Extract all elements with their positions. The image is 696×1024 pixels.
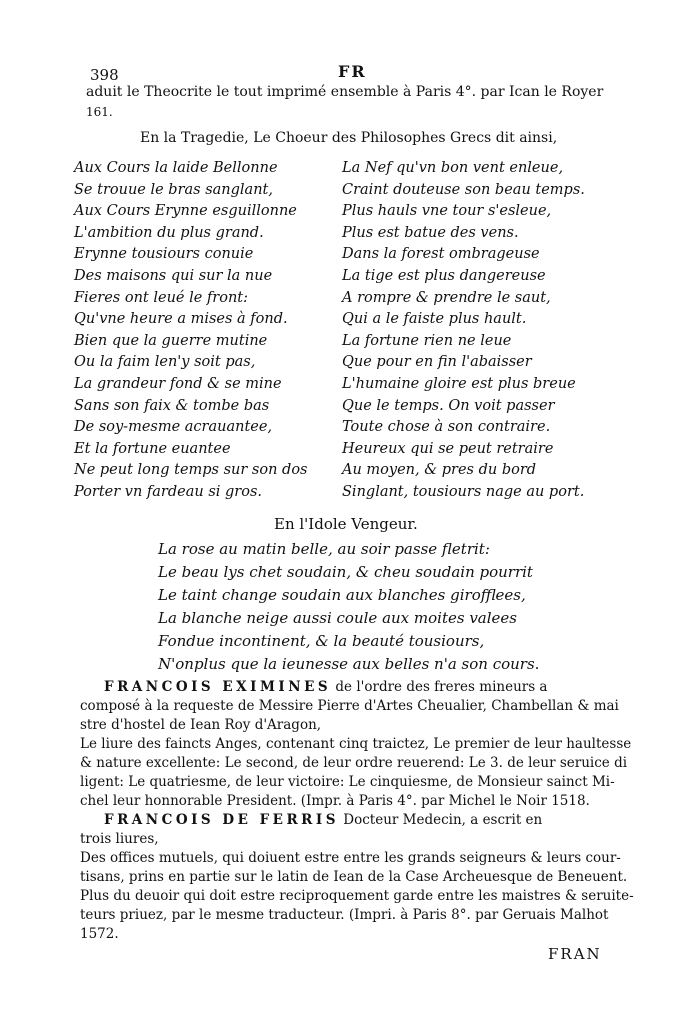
page-number: 398 <box>90 66 119 84</box>
entry-text-line: teurs priuez, par le mesme traducteur. (Impri. à Paris 8°. par Geruais Malhot <box>80 907 609 923</box>
idol-section-title: En l'Idole Vengeur. <box>274 515 418 533</box>
verse-line: Erynne tousiours conuie <box>74 246 254 263</box>
verse-line: La grandeur fond & se mine <box>74 375 282 392</box>
entry-text-line: Plus du deuoir qui doit estre reciproquement garde entre les maistres & seruite- <box>80 888 634 904</box>
verse-line: A rompre & prendre le saut, <box>342 289 551 306</box>
verse-line: Que pour en fin l'abaisser <box>342 354 532 371</box>
entry-author-name: FRANCOIS DE FERRIS <box>104 812 339 828</box>
entry-text-line: composé à la requeste de Messire Pierre d'Artes Cheualier, Chambellan & mai <box>80 698 619 714</box>
entry-text-line: ligent: Le quatriesme, de leur victoire: Le cinquiesme, de Monsieur sainct Mi- <box>80 774 615 790</box>
verse-line: La tige est plus dangereuse <box>342 267 546 284</box>
continuation-line-2: 161. <box>86 105 113 119</box>
verse-line: Le beau lys chet soudain, & cheu soudain pourrit <box>158 563 533 581</box>
verse-line: Aux Cours Erynne esguillonne <box>74 203 297 220</box>
entry-author-name: FRANCOIS EXIMINES <box>104 679 332 695</box>
verse-line: La blanche neige aussi coule aux moites valees <box>158 609 517 627</box>
tragedy-intro: En la Tragedie, Le Choeur des Philosophes Grecs dit ainsi, <box>140 130 558 146</box>
verse-line: Ou la faim len'y soit pas, <box>74 354 256 371</box>
verse-line: Heureux qui se peut retraire <box>342 440 554 457</box>
catchword: FRAN <box>548 945 602 963</box>
verse-line: Et la fortune euantee <box>74 440 231 457</box>
verse-line: La Nef qu'vn bon vent enleue, <box>342 160 564 176</box>
entry-text-line: Des offices mutuels, qui doiuent estre entre les grands seigneurs & leurs cour- <box>80 850 621 866</box>
verse-line: Singlant, tousiours nage au port. <box>342 483 585 500</box>
entry-text-line: 1572. <box>80 926 119 942</box>
entry-text-line: Docteur Medecin, a escrit en <box>343 812 543 828</box>
verse-line: Craint douteuse son beau temps. <box>342 181 585 198</box>
verse-column-left <box>74 158 308 504</box>
verse-line: Fondue incontinent, & la beauté tousiours, <box>158 632 485 650</box>
verse-line: Plus hauls vne tour s'esleue, <box>342 203 552 220</box>
entry-text-line: stre d'hostel de Iean Roy d'Aragon, <box>80 717 322 733</box>
verse-line: L'ambition du plus grand. <box>74 224 264 241</box>
verse-line: Se trouue le bras sanglant, <box>74 181 273 198</box>
entry-francois-de-ferris <box>80 811 634 944</box>
verse-line: Qu'vne heure a mises à fond. <box>74 311 288 328</box>
entry-text-line: Le liure des faincts Anges, contenant cinq traictez, Le premier de leur haultesse <box>80 736 632 752</box>
entry-text-line: de l'ordre des freres mineurs a <box>335 679 548 695</box>
verse-column-right <box>342 158 585 504</box>
verse-line: La fortune rien ne leue <box>342 332 512 349</box>
verse-line: L'humaine gloire est plus breue <box>342 375 576 392</box>
verse-line: La rose au matin belle, au soir passe fletrit: <box>158 540 490 558</box>
verse-line: Des maisons qui sur la nue <box>74 267 273 284</box>
entry-text-line: & nature excellente: Le second, de leur ordre reuerend: Le 3. de leur seruice di <box>80 755 628 771</box>
verse-line: Plus est batue des vens. <box>342 224 519 241</box>
idol-verses <box>158 538 539 676</box>
entry-text-line: tisans, prins en partie sur le latin de Iean de la Case Archeuesque de Beneuent. <box>80 869 628 885</box>
entry-text-line: chel leur honnorable President. (Impr. à Paris 4°. par Michel le Noir 1518. <box>80 793 590 809</box>
continuation-line-1: aduit le Theocrite le tout imprimé ensemble à Paris 4°. par Ican le Royer <box>86 84 604 100</box>
verse-line: Bien que la guerre mutine <box>74 332 268 349</box>
verse-line: Le taint change soudain aux blanches girofflees, <box>158 586 526 604</box>
entry-francois-eximines <box>80 678 631 811</box>
verse-line: Au moyen, & pres du bord <box>342 462 537 479</box>
verse-line: Sans son faix & tombe bas <box>74 397 270 414</box>
verse-line: Aux Cours la laide Bellonne <box>74 160 278 176</box>
entry-text-line: trois liures, <box>80 831 159 847</box>
verse-line: Porter vn fardeau si gros. <box>74 483 262 500</box>
verse-line: Que le temps. On voit passer <box>342 397 555 414</box>
verse-line: Qui a le faiste plus hault. <box>342 311 527 328</box>
verse-line: N'onplus que la ieunesse aux belles n'a son cours. <box>158 655 540 673</box>
running-head: FR <box>338 62 367 81</box>
verse-line: Toute chose à son contraire. <box>342 419 551 436</box>
verse-line: De soy-mesme acrauantee, <box>74 419 273 436</box>
verse-line: Ne peut long temps sur son dos <box>74 462 308 479</box>
verse-line: Fieres ont leué le front: <box>74 289 248 306</box>
verse-line: Dans la forest ombrageuse <box>342 246 540 263</box>
